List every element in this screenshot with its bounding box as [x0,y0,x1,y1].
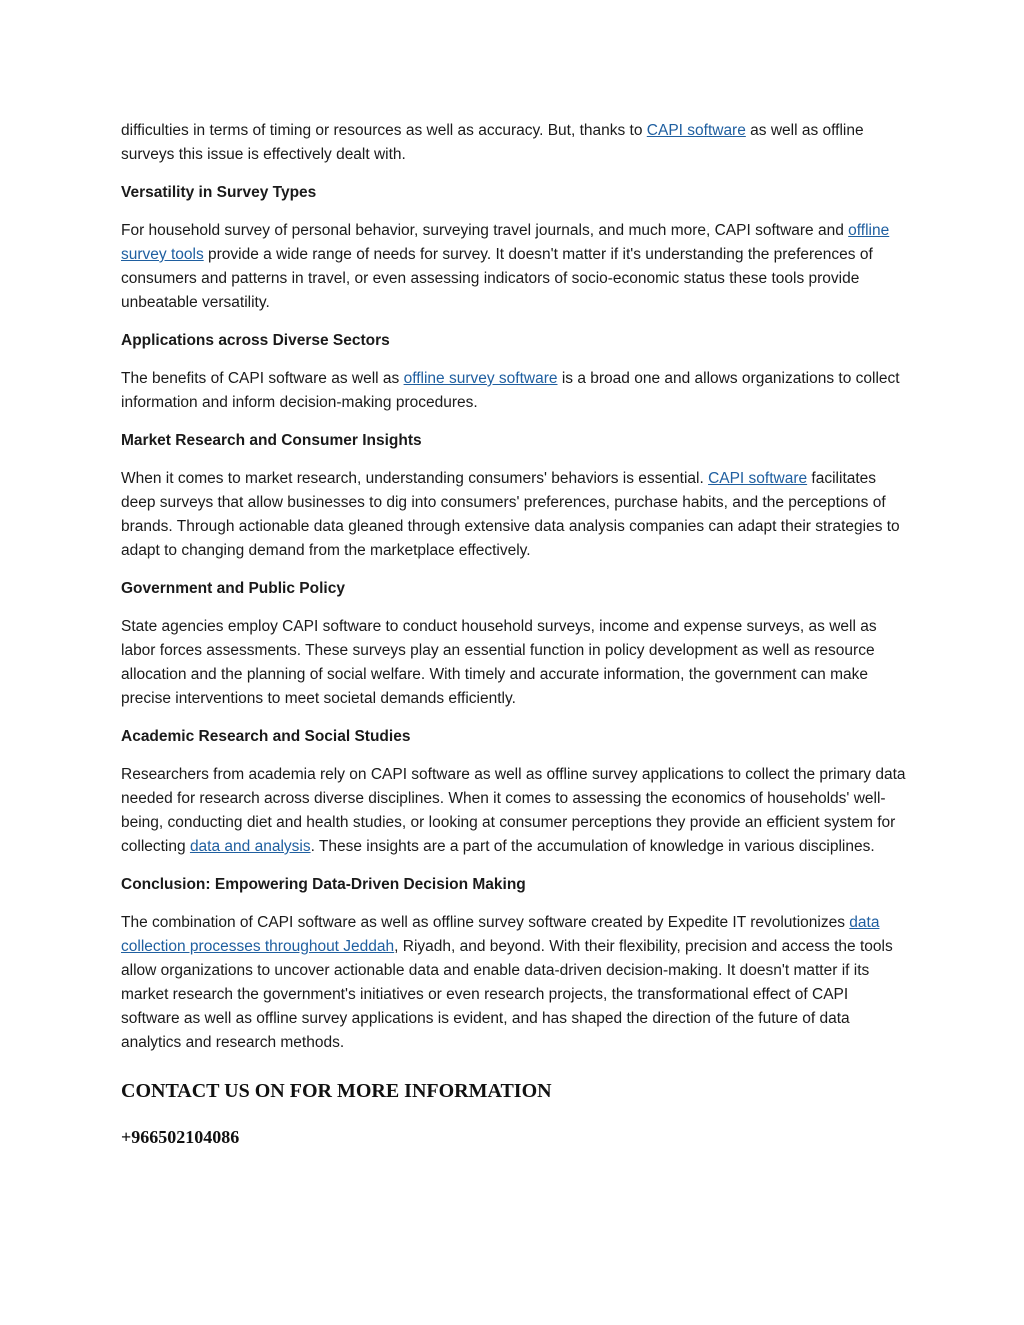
intro-paragraph [121,119,911,167]
academic-heading: Academic Research and Social Studies [121,728,411,745]
government-heading: Government and Public Policy [121,580,345,597]
academic-text-a: Researchers from academia rely on CAPI software as well as offline survey applications to collect the primary data needed for research across diverse disciplines. When it comes to assessing the economics of households' well-being, conducting diet and health studies, or looking at consumer perceptions they provide an efficient system for collecting [121,766,906,855]
versatility-paragraph [121,219,911,315]
market-heading: Market Research and Consumer Insights [121,432,422,449]
contact-phone: +966502104086 [121,1127,240,1147]
market-text-b: facilitates deep surveys that allow businesses to dig into consumers' preferences, purchase habits, and the perceptions of brands. Through actionable data gleaned through extensive data analysis companies can adapt their strategies to adapt to changing demand from the marketplace effectively. [121,470,900,559]
academic-text-b: . These insights are a part of the accumulation of knowledge in various disciplines. [310,838,875,855]
offline-survey-software-link[interactable]: offline survey software [403,370,558,387]
data-and-analysis-link[interactable]: data and analysis [189,838,311,855]
government-paragraph: State agencies employ CAPI software to conduct household surveys, income and expense surveys, as well as labor forces assessments. These surveys play an essential function in policy development as well as resource allocation and the planning of social welfare. With timely and accurate information, the government can make precise interventions to meet societal demands efficiently. [121,618,877,707]
versatility-text-b: provide a wide range of needs for survey. It doesn't matter if it's understanding the preferences of consumers and patterns in travel, or even assessing indicators of socio-economic status these tools provide unbeatable versatility. [121,246,873,311]
conclusion-paragraph [121,911,911,1055]
conclusion-heading: Conclusion: Empowering Data-Driven Decision Making [121,876,526,893]
versatility-text-a: For household survey of personal behavior, surveying travel journals, and much more, CAPI software and [121,222,849,239]
conclusion-text-a: The combination of CAPI software as well as offline survey software created by Expedite IT revolutionizes [121,914,850,931]
applications-paragraph [121,367,911,415]
versatility-heading: Versatility in Survey Types [121,184,317,201]
capi-software-link[interactable]: CAPI software [646,122,746,139]
conclusion-text-b: , Riyadh, and beyond. With their flexibility, precision and access the tools allow organizations to uncover actionable data and enable data-driven decision-making. It doesn't matter if its market research the government's initiatives or even research projects, the transformational effect of CAPI software as well as offline survey applications is evident, and has shaped the direction of the future of data analytics and research methods. [121,938,893,1051]
document-page [121,119,911,1149]
data-collection-jeddah-link[interactable]: data collection processes throughout Jeddah [121,914,880,955]
applications-heading: Applications across Diverse Sectors [121,332,390,349]
academic-paragraph [121,763,911,859]
contact-heading: CONTACT US ON FOR MORE INFORMATION [121,1080,552,1102]
applications-text-a: The benefits of CAPI software as well as [121,370,404,387]
market-text-a: When it comes to market research, understanding consumers' behaviors is essential. [121,470,709,487]
intro-text-b: as well as offline surveys this issue is effectively dealt with. [121,122,864,163]
offline-survey-tools-link[interactable]: offline survey tools [121,222,890,263]
applications-text-b: is a broad one and allows organizations to collect information and inform decision-making procedures. [121,370,900,411]
intro-text-a: difficulties in terms of timing or resources as well as accuracy. But, thanks to [121,122,647,139]
market-capi-software-link[interactable]: CAPI software [708,470,808,487]
market-paragraph [121,467,911,563]
